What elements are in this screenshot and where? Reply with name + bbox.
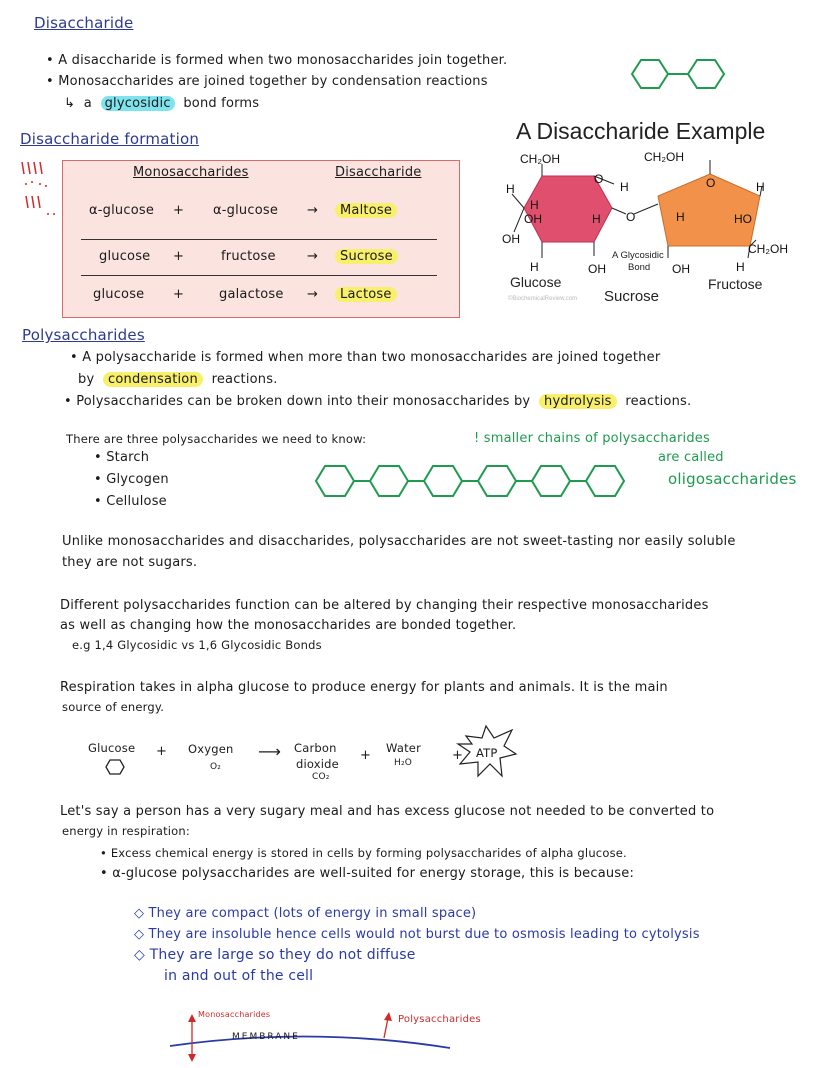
unlike-line-2: they are not sugars. bbox=[62, 555, 198, 570]
eq-plus-2: + bbox=[360, 748, 372, 763]
heading-disaccharide: Disaccharide bbox=[34, 14, 134, 32]
disaccharide-bullet-2: • Monosaccharides are joined together by condensation reactions bbox=[46, 74, 488, 89]
heading-polysaccharides: Polysaccharides bbox=[22, 326, 145, 344]
eq-h2o: H₂O bbox=[394, 758, 413, 768]
reason-2: ◇ They are insoluble hence cells would not burst due to osmosis leading to cytolysis bbox=[134, 927, 700, 942]
different-line-1: Different polysaccharides function can be altered by changing their respective monosaccharides bbox=[60, 598, 709, 613]
eq-carbon: Carbon bbox=[294, 741, 337, 755]
glycosidic-highlight: glycosidic bbox=[101, 96, 175, 111]
eq-dioxide: dioxide bbox=[296, 757, 339, 771]
sucrose-label: Sucrose bbox=[604, 288, 660, 305]
reason-3a: ◇ They are large so they do not diffuse bbox=[134, 947, 416, 963]
storage-line-2: energy in respiration: bbox=[62, 824, 190, 838]
eq-plus-3: + bbox=[452, 748, 464, 763]
storage-line-1: Let's say a person has a very sugary meal and has excess glucose not needed to be converted to bbox=[60, 804, 715, 819]
disaccharide-table bbox=[62, 160, 460, 318]
poly-bullet-1-cont: by condensation reactions. bbox=[78, 372, 278, 387]
different-line-2: as well as changing how the monosaccharides are bonded together. bbox=[60, 618, 517, 633]
poly-bullet-1: • A polysaccharide is formed when more than two monosaccharides are joined together bbox=[70, 350, 661, 365]
arrow-icon: ↳ bbox=[64, 96, 76, 111]
eq-plus-1: + bbox=[156, 744, 168, 759]
unlike-line-1: Unlike monosaccharides and disaccharides, polysaccharides are not sweet-tasting nor easily soluble bbox=[62, 534, 736, 549]
product-lactose: Lactose bbox=[335, 287, 397, 302]
watermark: ©BiochemicalReview.com bbox=[508, 296, 578, 302]
glucose-hexagon-icon bbox=[104, 758, 126, 776]
oligo-note-3: oligosaccharides bbox=[668, 470, 797, 488]
col-header-disaccharide: Disaccharide bbox=[335, 165, 422, 180]
eq-o2: O₂ bbox=[210, 762, 222, 772]
storage-bullet-2: • α-glucose polysaccharides are well-suited for energy storage, this is because: bbox=[100, 866, 635, 881]
poly-bullet-2: • Polysaccharides can be broken down into their monosaccharides by hydrolysis reactions. bbox=[64, 394, 692, 409]
list-item-starch: • Starch bbox=[94, 450, 150, 465]
red-marks-icon bbox=[18, 158, 58, 218]
disaccharide-bullet-1: • A disaccharide is formed when two monosaccharides join together. bbox=[46, 53, 508, 68]
product-maltose: Maltose bbox=[335, 203, 397, 218]
eq-atp: ATP bbox=[476, 746, 498, 760]
three-polysaccharides-intro: There are three polysaccharides we need to know: bbox=[66, 432, 367, 446]
fructose-label: Fructose bbox=[708, 276, 763, 292]
oligo-note-2: are called bbox=[658, 450, 724, 465]
hydrolysis-highlight: hydrolysis bbox=[539, 394, 617, 409]
heading-disaccharide-formation: Disaccharide formation bbox=[20, 130, 200, 148]
table-row: glucose + galactose → Lactose bbox=[63, 279, 459, 317]
reason-3b: in and out of the cell bbox=[164, 968, 314, 984]
membrane-poly-label: Polysaccharides bbox=[398, 1014, 481, 1025]
eq-glucose: Glucose bbox=[88, 741, 136, 755]
example-title: A Disaccharide Example bbox=[516, 118, 766, 144]
eq-arrow: ⟶ bbox=[258, 742, 282, 761]
table-row: glucose + fructose → Sucrose bbox=[63, 241, 459, 279]
table-divider bbox=[81, 275, 437, 276]
membrane-label: MEMBRANE bbox=[232, 1032, 300, 1042]
list-item-glycogen: • Glycogen bbox=[94, 472, 169, 487]
list-item-cellulose: • Cellulose bbox=[94, 494, 167, 509]
condensation-highlight: condensation bbox=[103, 372, 203, 387]
polysaccharide-chain-icon bbox=[312, 460, 644, 502]
disaccharide-hexagons-icon bbox=[628, 56, 736, 92]
table-row: α-glucose + α-glucose → Maltose bbox=[63, 195, 459, 233]
table-divider bbox=[81, 239, 437, 240]
glycosidic-bond-line: ↳ a glycosidic bond forms bbox=[64, 96, 260, 111]
product-sucrose: Sucrose bbox=[335, 249, 398, 264]
oligo-note-1: ! smaller chains of polysaccharides bbox=[474, 431, 710, 446]
storage-bullet-1: • Excess chemical energy is stored in cells by forming polysaccharides of alpha glucose. bbox=[100, 846, 627, 860]
respiration-line-1: Respiration takes in alpha glucose to produce energy for plants and animals. It is the main bbox=[60, 680, 668, 695]
different-line-3: e.g 1,4 Glycosidic vs 1,6 Glycosidic Bonds bbox=[72, 638, 322, 652]
eq-oxygen: Oxygen bbox=[188, 742, 234, 756]
glucose-label: Glucose bbox=[510, 274, 562, 290]
col-header-monosaccharides: Monosaccharides bbox=[133, 165, 249, 180]
eq-water: Water bbox=[386, 741, 421, 755]
eq-co2: CO₂ bbox=[312, 772, 330, 782]
respiration-line-2: source of energy. bbox=[62, 700, 165, 714]
membrane-mono-label: Monosaccharides bbox=[198, 1010, 271, 1019]
reason-1: ◇ They are compact (lots of energy in small space) bbox=[134, 906, 477, 921]
